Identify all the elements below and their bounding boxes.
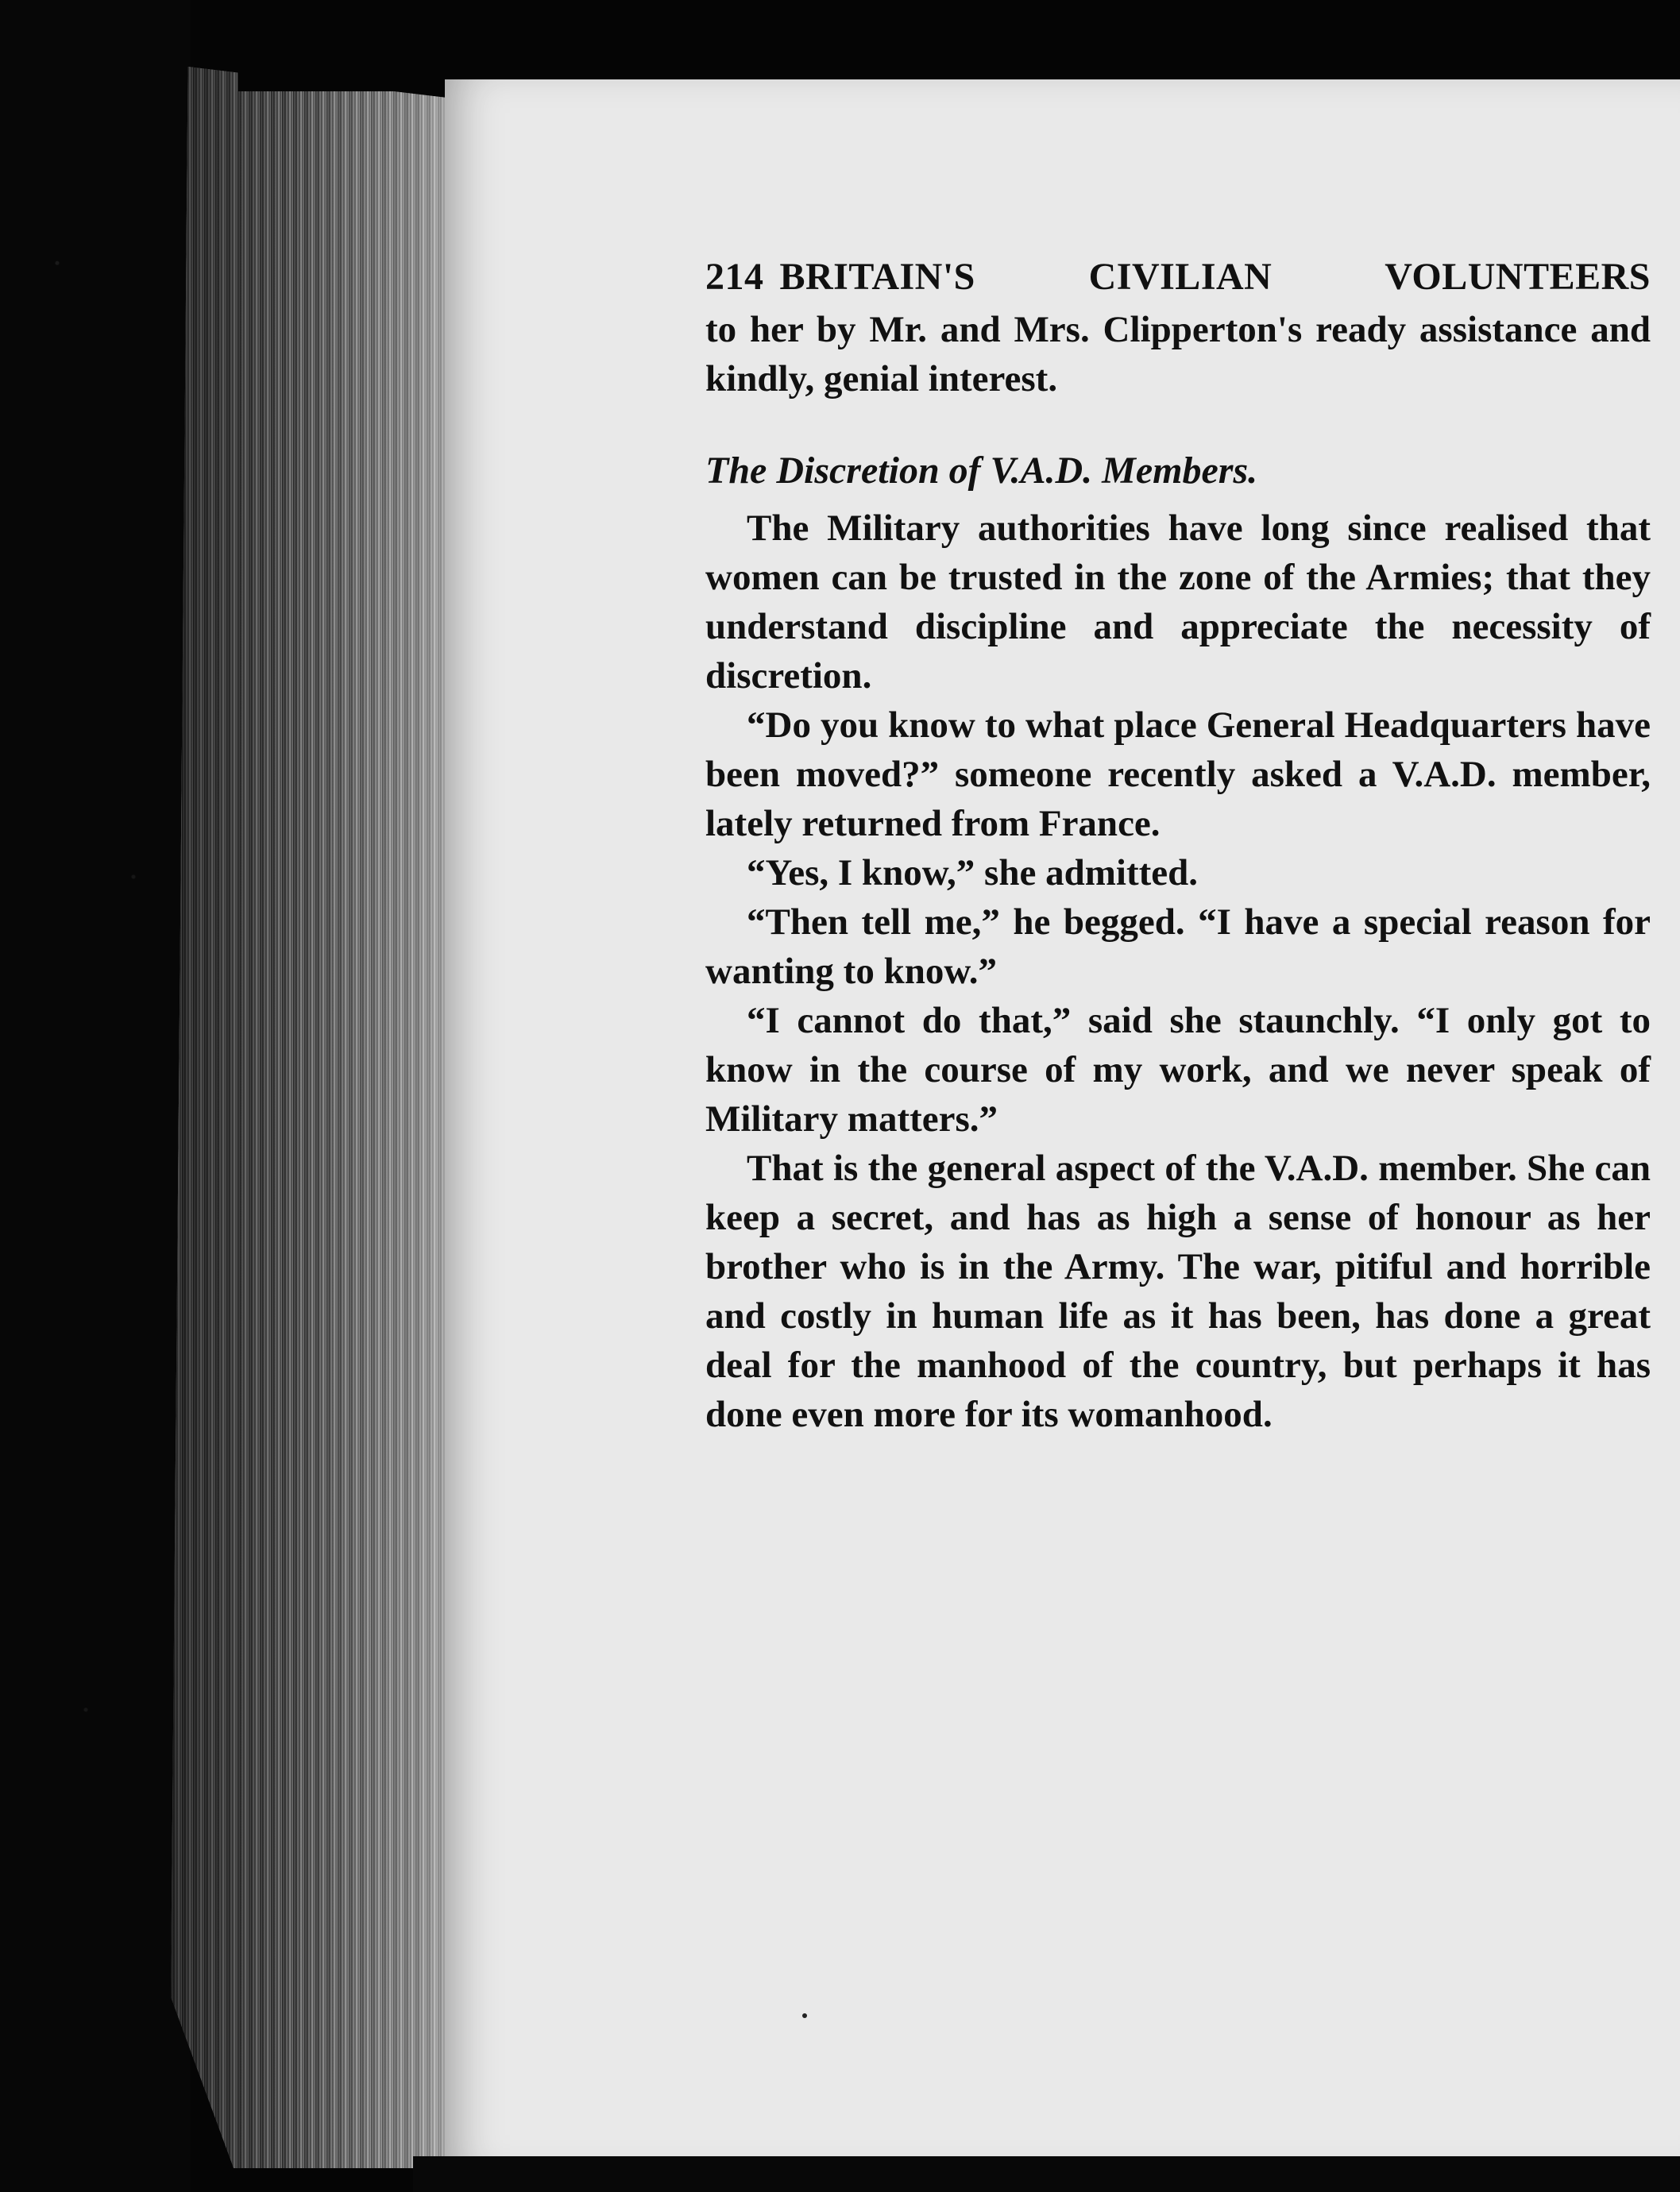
dark-scan-margin [0, 0, 191, 2192]
section-heading: The Discretion of V.A.D. Members. [705, 450, 1258, 492]
ink-speck [802, 2013, 807, 2018]
opening-paragraph: to her by Mr. and Mrs. Clipperton's ready assistance and kindly, genial interest. [705, 309, 1651, 399]
page-number: 214 [705, 256, 764, 298]
running-title: BRITAIN'S CIVILIAN VOLUNTEERS [779, 256, 1651, 298]
running-head [705, 253, 1651, 302]
top-shadow [238, 0, 1680, 91]
paragraph-1: The Military authorities have long since realised that women can be trusted in the zone of the Armies; that they understand discipline and appreciate the necessity of discretion. [705, 507, 1651, 697]
paragraph-5: “I cannot do that,” said she staunchly. “I only got to know in the course of my work, and we never speak of Military matters.” [705, 1000, 1651, 1140]
paragraph-3: “Yes, I know,” she admitted. [747, 852, 1198, 893]
paragraph-4: “Then tell me,” he begged. “I have a special reason for wanting to know.” [705, 901, 1651, 992]
paragraph-2: “Do you know to what place General Headquarters have been moved?” someone recently asked a V.A.D. member, lately returned from France. [705, 704, 1651, 844]
bottom-shadow [413, 2156, 1680, 2192]
book-page-edges [171, 24, 457, 2168]
paragraph-6: That is the general aspect of the V.A.D. member. She can keep a secret, and has as high a sense of honour as her brother who is in the Army. The war, pitiful and horrible and costly in human life as it has been, has done a great deal for the manhood of the country, but perhaps it has done even more for its womanhood. [705, 1148, 1651, 1435]
page-text-block [705, 253, 1651, 1439]
